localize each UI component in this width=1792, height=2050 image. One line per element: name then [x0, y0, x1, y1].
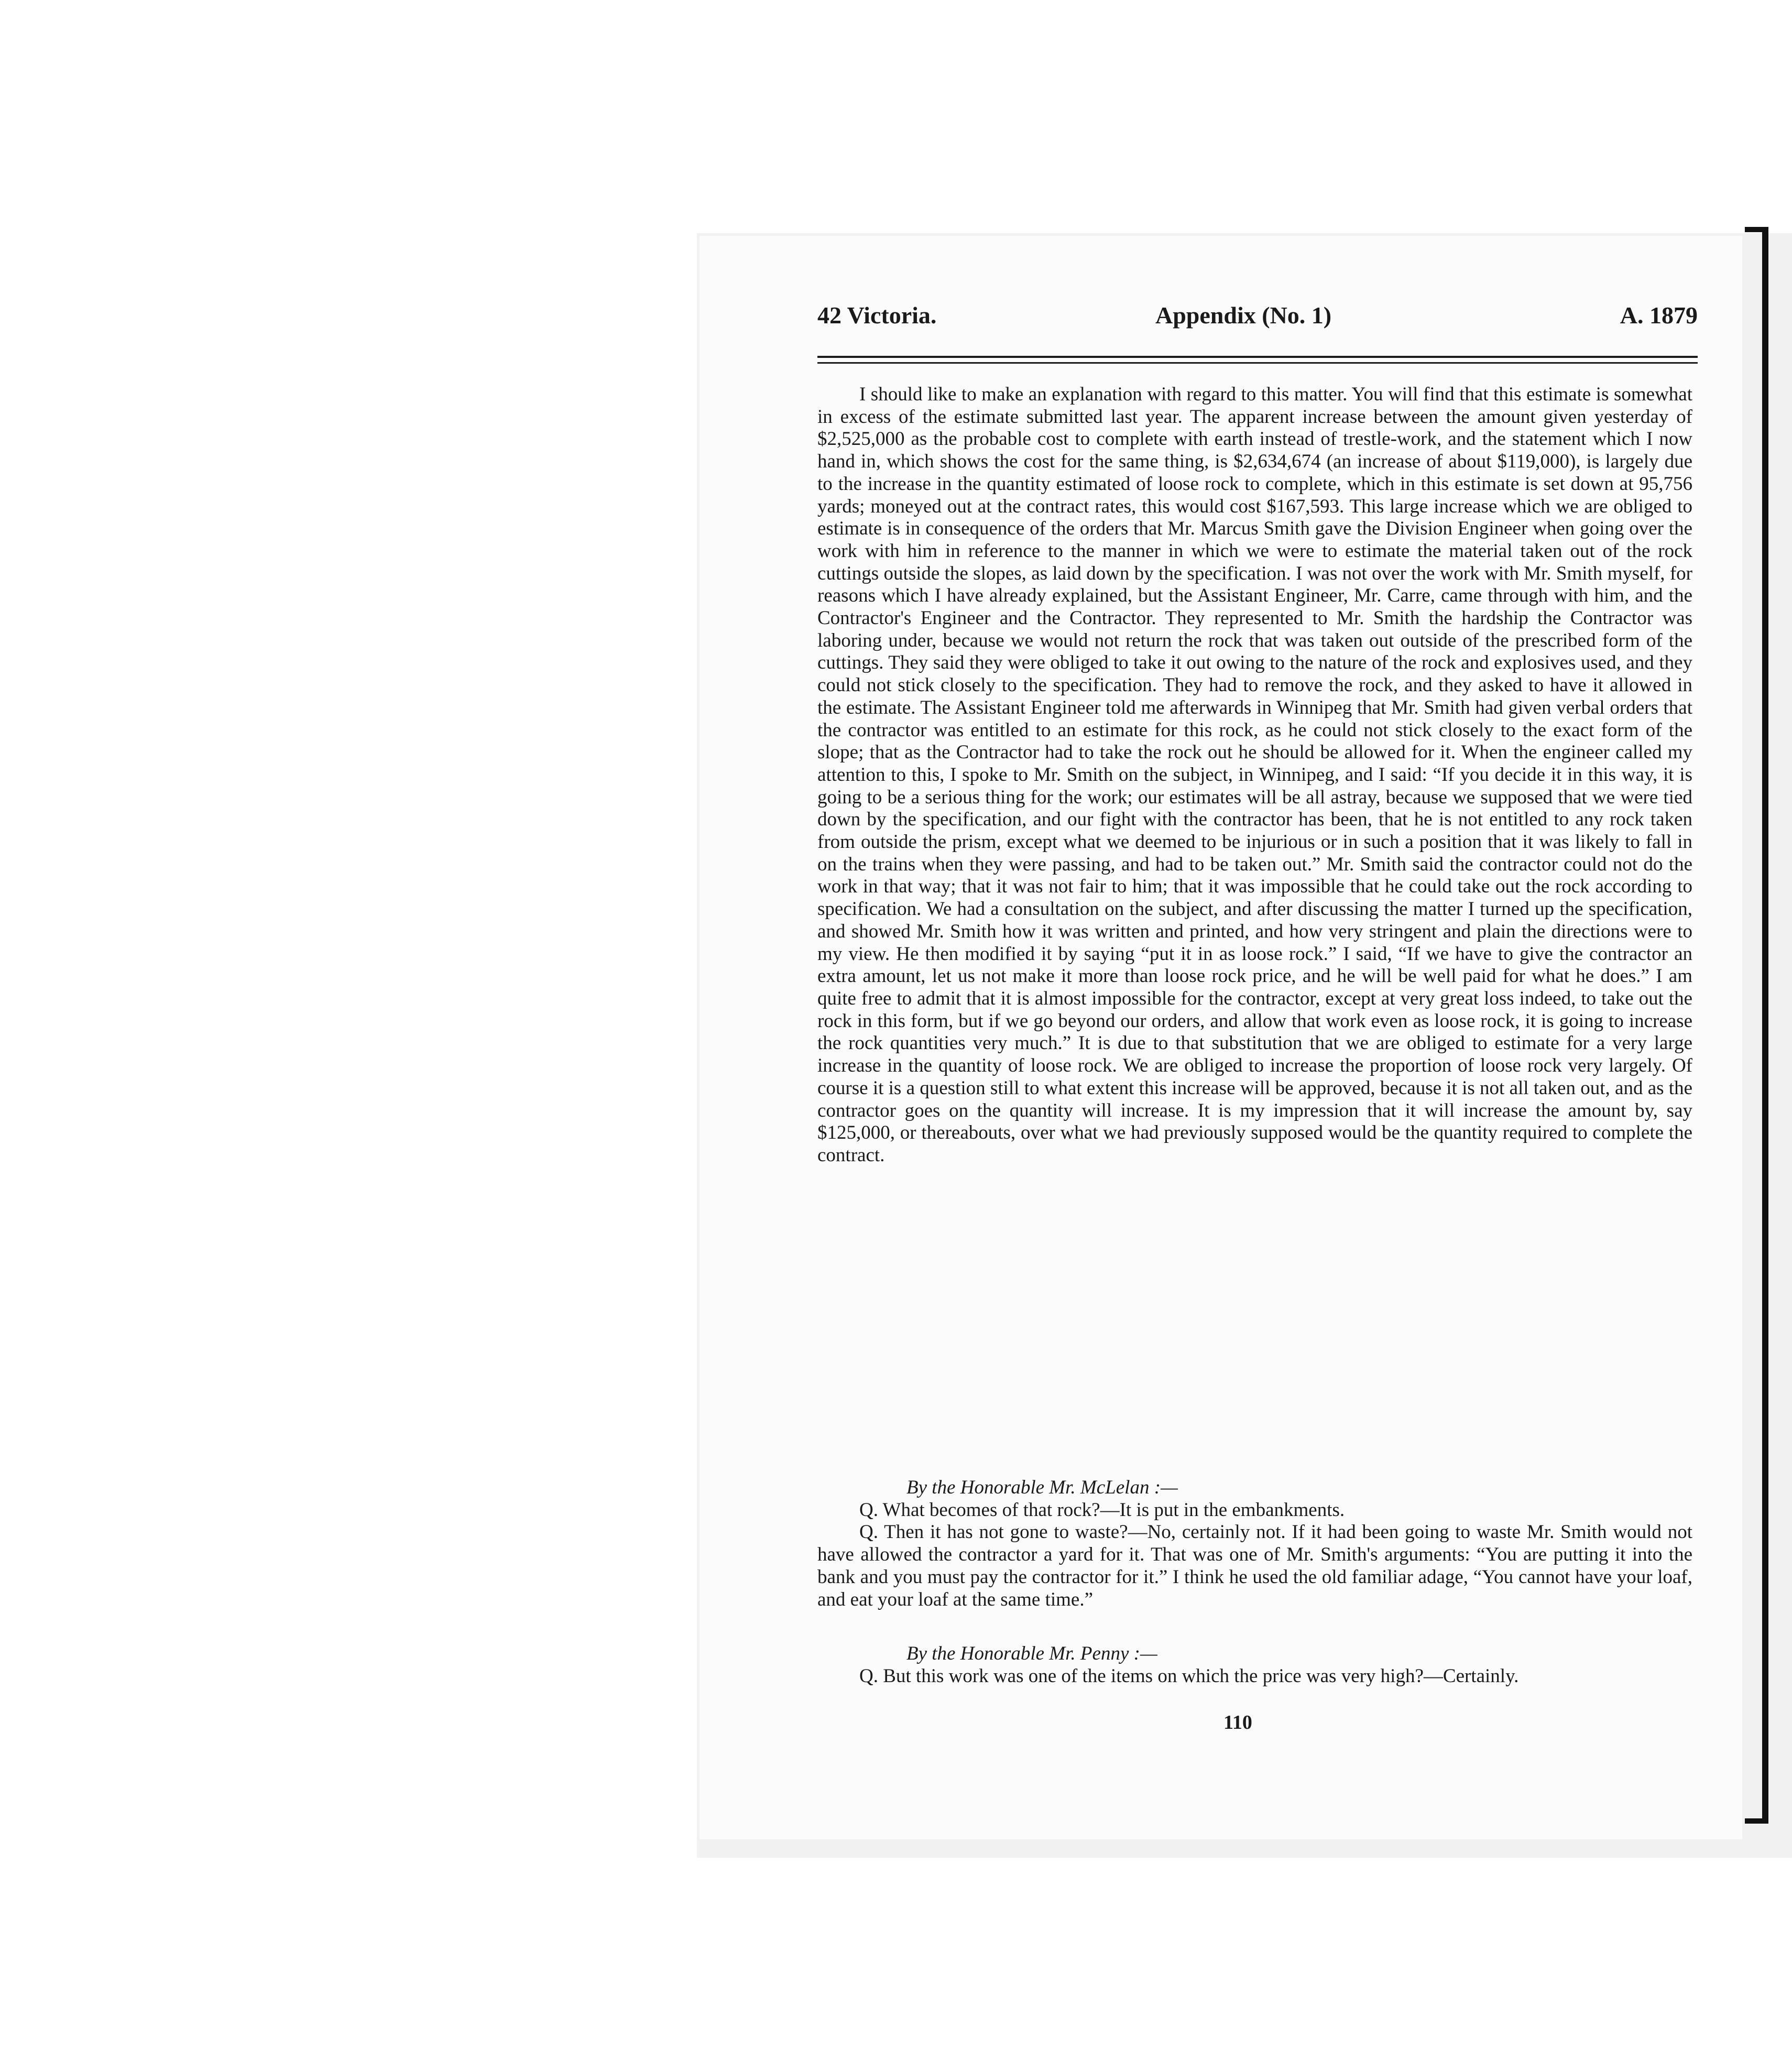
binder-edge: [1762, 228, 1768, 1824]
header-rule-thin: [817, 362, 1698, 364]
page-number: 110: [1223, 1711, 1252, 1733]
running-header: [817, 301, 1698, 343]
question-answer: Q. But this work was one of the items on which the price was very high?—Certainly.: [859, 1665, 1519, 1687]
examiner-heading: By the Honorable Mr. McLelan :—: [906, 1477, 1178, 1498]
examination-penny: [817, 1643, 1692, 1687]
question-answer: Q. What becomes of that rock?—It is put in the embankments.: [859, 1499, 1345, 1521]
testimony-body: [817, 384, 1692, 1167]
header-year: A. 1879: [1620, 302, 1698, 329]
header-rule-thick: [817, 356, 1698, 358]
question-answer: Q. Then it has not gone to waste?—No, certainly not. If it had been going to waste Mr. Smith would not have allowed the contractor a yard for it. That was one of Mr. Smith's arguments: “You are putting it into the bank and you must pay the contractor for it.” I think he used the old familiar adage, “You cannot have your loaf, and eat your loaf at the same time.”: [817, 1521, 1692, 1610]
header-volume: 42 Victoria.: [817, 302, 937, 329]
testimony-paragraph: I should like to make an explanation with regard to this matter. You will find that this estimate is somewhat in excess of the estimate submitted last year. The apparent increase between the amount given yesterday of $2,525,000 as the probable cost to complete with earth instead of trestle-work, and the statement which I now hand in, which shows the cost for the same thing, is $2,634,674 (an increase of about $119,000), is largely due to the increase in the quantity estimated of loose rock to complete, which in this estimate is set down at 95,756 yards; moneyed out at the contract rates, this would cost $167,593. This large increase which we are obliged to estimate is in consequence of the orders that Mr. Marcus Smith gave the Division Engineer when going over the work with him in reference to the manner in which we were to estimate the material taken out of the rock cuttings outside the slopes, as laid down by the specification. I was not over the work with Mr. Smith myself, for reasons which I have already explained, but the Assistant Engineer, Mr. Carre, came through with him, and the Contractor's Engineer and the Contractor. They represented to Mr. Smith the hardship the Contractor was laboring under, because we would not return the rock that was taken out outside of the prescribed form of the cuttings. They said they were obliged to take it out owing to the nature of the rock and explosives used, and they could not stick closely to the specification. They had to remove the rock, and they asked to have it allowed in the estimate. The Assistant Engineer told me afterwards in Winnipeg that Mr. Smith had given verbal orders that the contractor was entitled to an estimate for this rock, as he could not stick closely to the exact form of the slope; that as the Contractor had to take the rock out he should be allowed for it. When the engineer called my attention to this, I spoke to Mr. Smith on the subject, in Winnipeg, and I said: “If you decide it in this way, it is going to be a serious thing for the work; our estimates will be all astray, because we supposed that we were tied down by the specification, and our fight with the contractor has been, that he is not entitled to any rock taken from outside the prism, except what we deemed to be injurious or in such a position that it was likely to fall in on the trains when they were passing, and had to be taken out.” Mr. Smith said the contractor could not do the work in that way; that it was not fair to him; that it was impossible that he could take out the rock according to specification. We had a consultation on the subject, and after discussing the matter I turned up the specification, and showed Mr. Smith how it was written and printed, and how very stringent and plain the directions were to my view. He then modified it by saying “put it in as loose rock.” I said, “If we have to give the contractor an extra amount, let us not make it more than loose rock price, and he will be well paid for what he does.” I am quite free to admit that it is almost impossible for the contractor, except at very great loss indeed, to take out the rock in this form, but if we go beyond our orders, and allow that work even as loose rock, it is going to increase the rock quantities very much.” It is due to that substitution that we are obliged to estimate for a very large increase in the quantity of loose rock. We are obliged to increase the proportion of loose rock very largely. Of course it is a question still to what extent this increase will be approved, because it is not all taken out, and as the contractor goes on the quantity will increase. It is my impression that it will increase the amount by, say $125,000, or thereabouts, over what we had previously supposed would be the quantity required to complete the contract.: [817, 384, 1692, 1166]
binder-edge-bottom: [1745, 1818, 1768, 1824]
examiner-heading: By the Honorable Mr. Penny :—: [906, 1643, 1157, 1664]
header-appendix: Appendix (No. 1): [1155, 302, 1332, 329]
examination-mclelan: [817, 1477, 1692, 1611]
